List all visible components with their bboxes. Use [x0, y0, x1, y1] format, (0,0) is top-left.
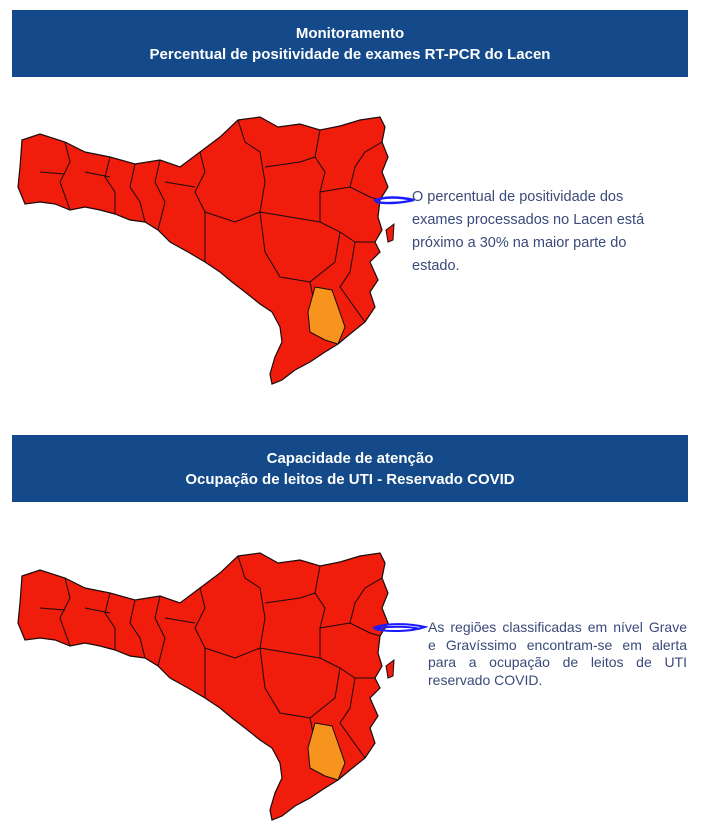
pointer-mark-2	[370, 620, 428, 636]
section2-title-line2: Ocupação de leitos de UTI - Reservado COVID	[185, 471, 515, 488]
map-section2	[10, 548, 395, 823]
section1-title-line1: Monitoramento	[295, 25, 405, 42]
state-outline	[18, 117, 388, 384]
state-outline	[18, 553, 388, 820]
map-section1	[10, 112, 395, 387]
pointer-mark-1	[372, 192, 417, 208]
islands	[386, 224, 394, 242]
section2-banner	[12, 435, 688, 502]
islands	[386, 660, 394, 678]
section1-title-line2: Percentual de positividade de exames RT-PCR do Lacen	[149, 46, 551, 63]
section1-note: O percentual de positividade dos exames processados no Lacen está próximo a 30% na maior parte do estado.	[412, 189, 645, 274]
section2-note: As regiões classificadas em nível Grave e Gravíssimo encontram-se em alerta para a ocupação de leitos de UTI reservado COVID.	[428, 619, 687, 688]
section2-title-line1: Capacidade de atenção	[266, 450, 434, 467]
section1-banner	[12, 10, 688, 77]
